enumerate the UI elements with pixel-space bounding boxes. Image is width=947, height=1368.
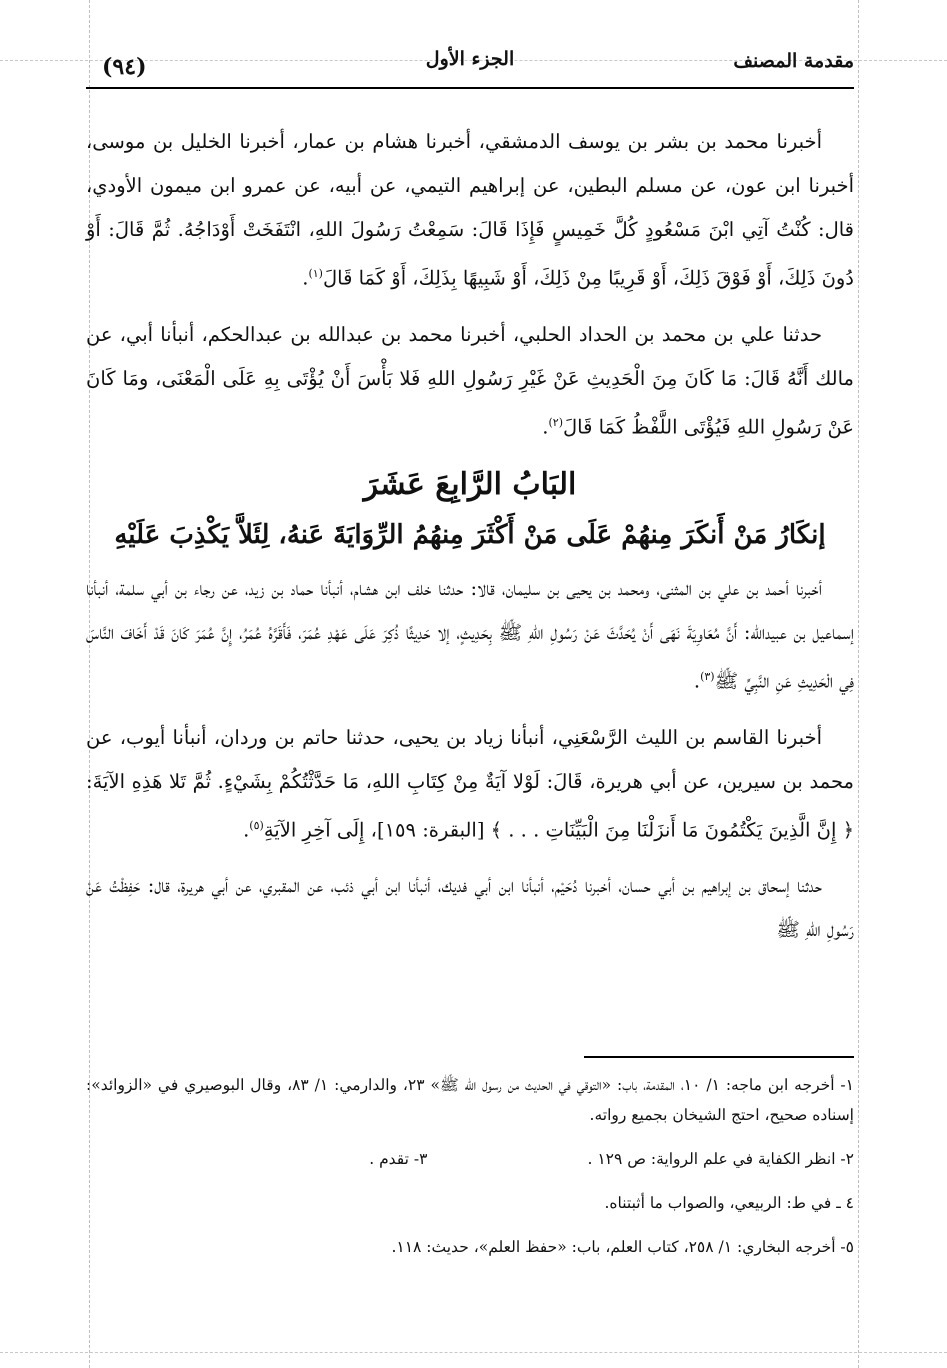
footnotes <box>86 1070 854 1276</box>
footnote-ref: (٥) <box>249 818 264 832</box>
footnote: ٢- انظر الكفاية في علم الرواية: ص ١٢٩ . <box>587 1150 854 1168</box>
footnote: ١- أخرجه ابن ماجه: ١/ ١٠، المقدمة، باب: «التوقي في الحديث من رسول الله ﷺ» ٢٣، والدارمي: ١/ ٨٣، وقال البوصيري في «الزوائد»: إسناده صحيح، احتج الشيخان بجميع رواته. <box>86 1076 854 1124</box>
footnote-ref: (٢) <box>548 415 563 429</box>
paragraph: حدثنا إسحاق بن إبراهيم بن أبي حسان، أخبرنا دُحَيْم، أنبأنا ابن أبي فديك، أنبأنا ابن أبي ذئب، عن المقبري، عن أبي هريرة، قال: حَفِظْتُ عَنْ رَسُولِ اللهِ ﷺ <box>86 874 854 941</box>
footnote: ٥- أخرجه البخاري: ١/ ٢٥٨، كتاب العلم، باب: «حفظ العلم»، حديث: ١١٨. <box>391 1238 854 1256</box>
page-number: (٩٤) <box>102 54 147 80</box>
footnote: ٤ ـ في ط: الربيعي، والصواب ما أثبتناه. <box>604 1194 854 1212</box>
paragraph: أخبرنا محمد بن بشر بن يوسف الدمشقي، أخبرنا هشام بن عمار، أخبرنا الخليل بن موسى، أخبرنا ابن عون، عن مسلم البطين، عن إبراهيم التيمي، عن أبيه، عن عمرو ابن ميمون الأودي، قال: كُنْتُ آتِي ابْنَ مَسْعُودٍ كُلَّ خَمِيسٍ فَإِذَا قَالَ: سَمِعْتُ رَسُولَ اللهِ، انْتَفَخَتْ أَوْدَاجُهُ. ثُمَّ قَالَ: أَوْ دُونَ ذَلِكَ، أَوْ فَوْقَ ذَلِكَ، أَوْ قَرِيبًا مِنْ ذَلِكَ، أَوْ شَبِيهًا بِذَلِكَ، أَوْ كَمَا قَالَ$^{(١)}$. <box>86 130 854 290</box>
footnote-ref: (٣) <box>700 670 715 683</box>
footnote-rule <box>584 1056 854 1058</box>
paragraph: أخبرنا أحمد بن علي بن المثنى، ومحمد بن يحيى بن سليمان، قالا: حدثنا خلف ابن هشام، أنبأنا حماد بن زيد، عن رجاء بن أبي سلمة، أنبأنا إسماعيل بن عبيدالله: أَنَّ مُعَاوِيَةَ نَهَى أَنْ يُحَدَّثَ عَنْ رَسُولِ اللهِ ﷺ بِحَدِيثٍ، إلا حَدِيثًا ذُكِرَ عَلَى عَهْدِ عُمَرَ، فَأَقَرَّهُ عُمَرُ، إِنَّ عُمَرَ كَانَ قَدْ أَخَافَ النَّاسَ فِي الْحَدِيثِ عَنِ النَّبِيِّ ﷺ$^{(٣)}$. <box>86 577 854 693</box>
header-rule <box>86 87 854 89</box>
page-header <box>86 38 854 88</box>
footnote-ref: (١) <box>308 267 323 280</box>
chapter-title: البَابُ الرَّابِعَ عَشَرَ <box>363 467 577 502</box>
main-text <box>86 120 854 964</box>
volume-title: الجزء الأول <box>425 48 515 70</box>
margin-guide <box>858 0 859 1368</box>
section-title: مقدمة المصنف <box>733 50 854 72</box>
chapter-subtitle: إنكَارُ مَنْ أَنكَرَ مِنهُمْ عَلَى مَنْ أَكْثَرَ مِنهُمُ الرِّوَايَةَ عَنهُ، لِئَلاَّ يَكْذِبَ عَلَيْهِ <box>114 520 826 550</box>
book-page <box>86 0 854 1368</box>
footnote: ٣- تقدم . <box>369 1150 428 1168</box>
paragraph: حدثنا علي بن محمد بن الحداد الحلبي، أخبرنا محمد بن عبدالله بن عبدالحكم، أنبأنا أبي، عن مالك أَنَّهُ قَالَ: مَا كَانَ مِنَ الْحَدِيثِ عَنْ غَيْرِ رَسُولِ اللهِ فَلا بَأْسَ أَنْ يُؤْتَى بِهِ عَلَى الْمَعْنَى، ومَا كَانَ عَنْ رَسُولِ اللهِ فَيُؤْتَى اللَّفْظُ كَمَا قَالَ$^{(٢)}$. <box>86 322 854 438</box>
footnote-row <box>86 1144 854 1174</box>
paragraph: أخبرنا القاسم بن الليث الرَّسْعَنِي، أنبأنا زياد بن يحيى، حدثنا حاتم بن وردان، أنبأنا أيوب، عن محمد بن سيرين، عن أبي هريرة، قَالَ: لَوْلا آيَةٌ مِنْ كِتَابِ اللهِ، مَا حَدَّثْتُكُمْ بِشَيْءٍ. ثُمَّ تَلا هَذِهِ الآيَةَ: ﴿ إِنَّ الَّذِينَ يَكْتُمُونَ مَا أَنزَلْنَا مِنَ الْبَيِّنَاتِ . . . ﴾ [البقرة: ١٥٩]، إِلَى آخِرِ الآيَةِ$^{(٥)}$. <box>86 725 854 841</box>
